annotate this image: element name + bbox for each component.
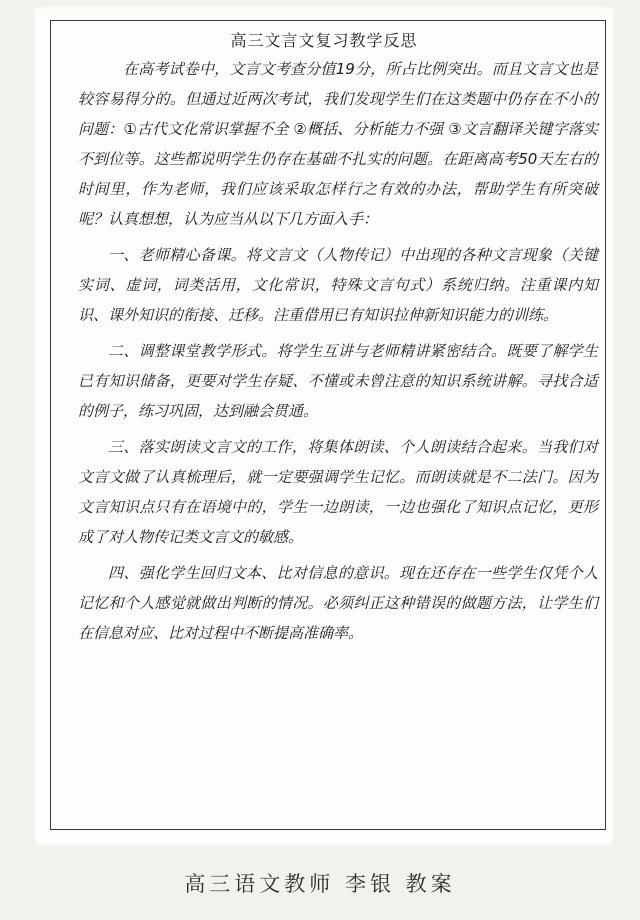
handwritten-body [78,54,598,648]
paragraph-point-4: 四、强化学生回归文本、比对信息的意识。现在还存在一些学生仅凭个人记忆和个人感觉就做出判断的情况。必须纠正这种错误的做题方法，让学生们在信息对应、比对过程中不断提高准确率。 [78,564,598,642]
paragraph-point-2: 二、调整课堂教学形式。将学生互讲与老师精讲紧密结合。既要了解学生已有知识储备，更要对学生存疑、不懂或未曾注意的知识系统讲解。寻找合适的例子，练习巩固，达到融会贯通。 [78,342,598,420]
paragraph-point-3: 三、落实朗读文言文的工作，将集体朗读、个人朗读结合起来。当我们对文言文做了认真梳理后，就一定要强调学生记忆。而朗读就是不二法门。因为文言知识点只有在语境中的，学生一边朗读，一边也强化了知识点记忆，更形成了对人物传记类文言文的敏感。 [78,438,598,546]
document-title: 高三文言文复习教学反思 [230,31,418,50]
paragraph-intro: 在高考试卷中，文言文考查分值19分，所占比例突出。而且文言文也是较容易得分的。但通过近两次考试，我们发现学生们在这类题中仍存在不小的问题：①古代文化常识掌握不全 ②概括、分析能力不强 ③文言翻译关键字落实不到位等。这些都说明学生仍存在基础不扎实的问题。在距离高考50天左右的时间里，作为老师，我们应该采取怎样行之有效的办法，帮助学生有所突破呢？认真想想，认为应当从以下几方面入手： [78,60,598,228]
paragraph-point-1: 一、老师精心备课。将文言文（人物传记）中出现的各种文言现象（关键实词、虚词，词类活用，文化常识，特殊文言句式）系统归纳。注重课内知识、课外知识的衔接、迁移。注重借用已有知识拉伸新知识能力的训练。 [78,246,598,324]
page-caption: 高三语文教师 李银 教案 [184,872,456,896]
scanned-page [34,6,614,846]
